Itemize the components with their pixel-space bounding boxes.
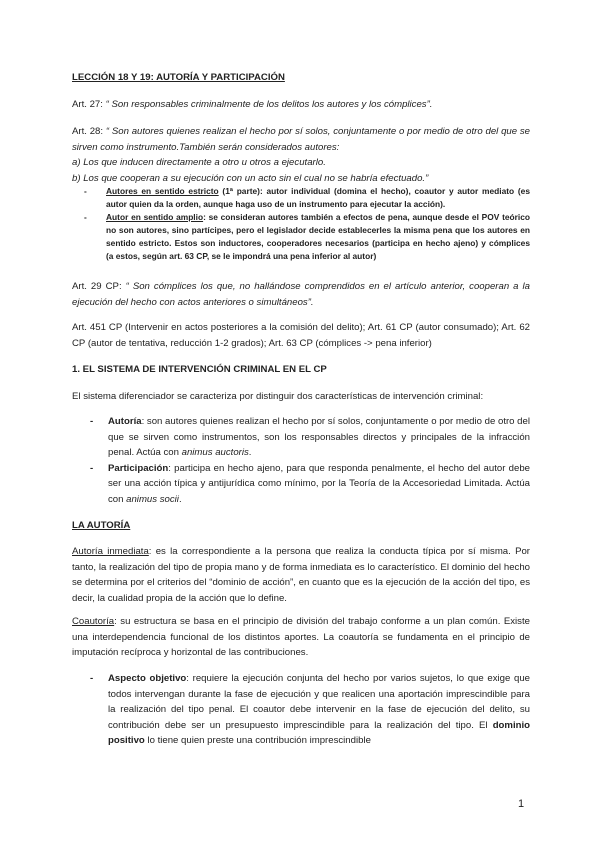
autoria-inmediata-paragraph	[72, 544, 530, 606]
coautoria-paragraph	[72, 614, 530, 661]
arts-reference-paragraph: Art. 451 CP (Intervenir en actos posteriores a la comisión del delito); Art. 61 CP (autor consumado); Art. 62 CP (autor de tentativa, reducción 1-2 grados); Art. 63 CP (cómplices -> pena inferior)	[72, 322, 530, 349]
list-item-italic: animus socii	[126, 493, 179, 505]
section1-intro: El sistema diferenciador se caracteriza por distinguir dos características de intervención criminal:	[72, 391, 484, 402]
aspecto-objetivo-text-end: lo tiene quien preste una contribución imprescindible	[144, 735, 371, 746]
list-item-text: : se consideran autores también a efectos de pena, aunque desde el POV teórico no son autores, sino partícipes, pero el legislador decide establecerles la misma pena que los autores en sentido estricto. Estos son inductores, cooperadores necesarios (participa en hecho ajeno) y cómplices (a estos, según art. 63 CP, se le impondrá una pena inferior al autor)	[106, 212, 530, 261]
list-item	[72, 671, 530, 749]
list-item-text: : participa en hecho ajeno, para que responda penalmente, el hecho del autor debe ser una acción típica y antijurídica como mínimo, por la Teoría de la Accesoriedad Limitada. Actúa con	[108, 462, 530, 505]
list-item-text: (1ª parte): autor individual (domina el hecho), coautor y autor mediato (es autor quien da la orden, aunque haga uso de un instrumento para ejecutar la acción).	[106, 186, 530, 209]
list-item-end: .	[248, 447, 252, 458]
aspecto-objetivo-term: Aspecto objetivo	[108, 673, 187, 684]
list-item-italic: animus auctoris	[181, 447, 249, 458]
list-item	[72, 185, 530, 211]
art28-prefix: Art. 28:	[72, 126, 106, 137]
autoria-inmediata-text: : es la correspondiente a la persona que realiza la conducta típica por sí misma. Por tanto, la realización del tipo de propia mano y de forma inmediata es lo característico. El dominio del hecho se determina por el criterios del “dominio de acción”, en cuanto que es la ejecución de la acción del tipo, es decir, la cualidad propia de la acción que lo define.	[72, 546, 530, 604]
list-item-text: : son autores quienes realizan el hecho por sí solos, conjuntamente o por medio de otro del que se sirven como instrumentos, son los responsables directos y principales de la infracción penal. Actúa con	[108, 416, 530, 458]
art27-prefix: Art. 27:	[72, 99, 106, 110]
list-item	[72, 414, 530, 461]
art29-paragraph	[72, 279, 530, 310]
coautoria-text: : su estructura se basa en el principio de división del trabajo conforme a un plan común. Existe una interdependencia funcional de los distintos aportes. La coautoría se fundamenta en el principio de imputación recíproca y horizontal de las contribuciones.	[72, 616, 530, 658]
coautoria-term: Coautoría	[72, 616, 115, 627]
art28-quote: “ Son autores quienes realizan el hecho por sí solos, conjuntamente o por medio de otro del que se sirven como instrumento.También serán considerados autores:	[72, 126, 531, 153]
art28-paragraph	[72, 124, 530, 186]
autores-list	[72, 185, 530, 263]
bullet-dash-icon: -	[90, 416, 94, 427]
bullet-dash-icon: -	[84, 186, 87, 196]
page-number: 1	[518, 798, 525, 810]
list-item	[72, 461, 530, 508]
autoria-inmediata-term: Autoría inmediata	[72, 546, 149, 557]
list-item-term: Participación	[108, 462, 169, 474]
bullet-dash-icon: -	[84, 212, 87, 222]
art27-quote: “ Son responsables criminalmente de los delitos los autores y los cómplices”.	[105, 99, 433, 110]
aspecto-objetivo-text: : requiere la ejecución conjunta del hecho por varios sujetos, lo que exige que todos intervengan durante la fase de ejecución y que realicen una aportación imprescindible para la realización del tipo penal. El coautor debe intervenir en la fase de ejecución del delito, su contribución debe ser un presupuesto imprescindible para la realización del tipo. El	[108, 673, 530, 731]
art28-line-a: a) Los que inducen directamente a otro u otros a ejecutarlo.	[72, 157, 326, 168]
art29-prefix: Art. 29 CP:	[72, 281, 126, 292]
list-item-term: Autor en sentido amplio	[106, 212, 204, 222]
art28-line-b: b) Los que cooperan a su ejecución con un acto sin el cual no se habría efectuado.”	[72, 172, 429, 184]
list-item-end: .	[178, 493, 182, 505]
bullet-dash-icon: -	[90, 462, 94, 474]
list-item-term: Autores en sentido estricto	[106, 186, 219, 196]
document-title: LECCIÓN 18 Y 19: AUTORÍA Y PARTICIPACIÓN	[72, 72, 285, 83]
list-item	[72, 211, 530, 263]
section1-list	[72, 414, 530, 507]
aspecto-objetivo-list	[72, 671, 530, 749]
list-item-term: Autoría	[108, 416, 142, 427]
art27-paragraph	[72, 97, 530, 113]
dominio-positivo-term: dominio positivo	[108, 719, 530, 746]
bullet-dash-icon: -	[90, 673, 94, 684]
autoria-heading: LA AUTORÍA	[72, 520, 131, 531]
art29-quote: “ Son cómplices los que, no hallándose comprendidos en el artículo anterior, cooperan a la ejecución del hecho con actos anteriores o simultáneos”.	[72, 281, 530, 308]
section1-heading: 1. EL SISTEMA DE INTERVENCIÓN CRIMINAL EN EL CP	[72, 364, 327, 375]
